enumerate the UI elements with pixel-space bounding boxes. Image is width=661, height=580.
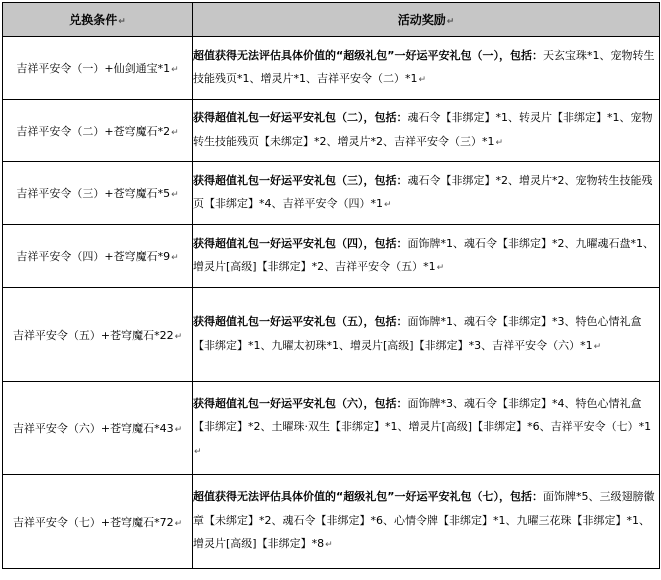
condition-cell: 吉祥平安令（四）+苍穹魔石*9↵ (3, 225, 193, 288)
table-row (3, 162, 660, 225)
reward-cell: 超值获得无法评估具体价值的“超级礼包”一好运平安礼包（一），包括：天玄宝珠*1、宠物转生技能残页*1、增灵片*1、吉祥平安令（二）*1↵ (193, 37, 660, 100)
reward-items: 面饰牌*1、魂石令【非绑定】*3、特色心情礼盒【非绑定】*1、九曜太初珠*1、增灵片[高级]【非绑定】*3、吉祥平安令（六）*1 (193, 315, 642, 352)
reward-lead: 获得超值礼包一好运平安礼包（五），包括： (193, 315, 408, 328)
reward-items: 面饰牌*5、三级翅膀徽章【未绑定】*2、魂石令【非绑定】*6、心情令牌【非绑定】*1、九曜三花珠【非绑定】*1、增灵片[高级]【非绑定】*8 (193, 490, 655, 551)
reward-items: 天玄宝珠*1、宠物转生技能残页*1、增灵片*1、吉祥平安令（二）*1 (193, 48, 655, 85)
reward-items: 魂石令【非绑定】*1、转灵片【非绑定】*1、宠物转生技能残页【未绑定】*2、增灵片*2、吉祥平安令（三）*1 (193, 111, 653, 148)
reward-cell: 获得超值礼包一好运平安礼包（六），包括：面饰牌*3、魂石令【非绑定】*4、特色心情礼盒【非绑定】*2、土曜珠·双生【非绑定】*1、增灵片[高级]【非绑定】*6、吉祥平安令（七）*1↵ (193, 382, 660, 475)
reward-items: 面饰牌*3、魂石令【非绑定】*4、特色心情礼盒【非绑定】*2、土曜珠·双生【非绑定】*1、增灵片[高级]【非绑定】*6、吉祥平安令（七）*1 (193, 396, 652, 434)
end-mark: ↵ (118, 17, 126, 27)
reward-lead: 超值获得无法评估具体价值的“超级礼包”一好运平安礼包（一），包括： (193, 48, 543, 62)
reward-cell: 获得超值礼包一好运平安礼包（四），包括：面饰牌*1、魂石令【非绑定】*2、九曜魂石盘*1、增灵片[高级]【非绑定】*2、吉祥平安令（五）*1↵ (193, 225, 660, 288)
reward-cell: 获得超值礼包一好运平安礼包（三），包括：魂石令【非绑定】*2、增灵片*2、宠物转生技能残页【非绑定】*4、吉祥平安令（四）*1↵ (193, 162, 660, 225)
table-row (3, 100, 660, 162)
reward-table (2, 2, 660, 569)
reward-items: 面饰牌*1、魂石令【非绑定】*2、九曜魂石盘*1、增灵片[高级]【非绑定】*2、吉祥平安令（五）*1 (193, 236, 654, 273)
reward-lead: 超值获得无法评估具体价值的“超级礼包”一好运平安礼包（七），包括： (193, 490, 543, 504)
header-row (3, 3, 660, 37)
reward-lead: 获得超值礼包一好运平安礼包（六），包括： (193, 396, 408, 410)
header-condition: 兑换条件↵ (3, 3, 193, 37)
table-row (3, 382, 660, 475)
reward-cell: 超值获得无法评估具体价值的“超级礼包”一好运平安礼包（七），包括：面饰牌*5、三级翅膀徽章【未绑定】*2、魂石令【非绑定】*6、心情令牌【非绑定】*1、九曜三花珠【非绑定】*1、增灵片[高级]【非绑定】*8↵ (193, 475, 660, 569)
reward-items: 魂石令【非绑定】*2、增灵片*2、宠物转生技能残页【非绑定】*4、吉祥平安令（四）*1 (193, 173, 653, 210)
table-row (3, 225, 660, 288)
condition-cell: 吉祥平安令（二）+苍穹魔石*2↵ (3, 100, 193, 162)
condition-cell: 吉祥平安令（一）+仙剑通宝*1↵ (3, 37, 193, 100)
reward-cell: 获得超值礼包一好运平安礼包（五），包括：面饰牌*1、魂石令【非绑定】*3、特色心情礼盒【非绑定】*1、九曜太初珠*1、增灵片[高级]【非绑定】*3、吉祥平安令（六）*1↵ (193, 288, 660, 382)
reward-lead: 获得超值礼包一好运平安礼包（四），包括： (193, 236, 408, 250)
end-mark: ↵ (446, 17, 455, 27)
condition-cell: 吉祥平安令（六）+苍穹魔石*43↵ (3, 382, 193, 475)
condition-cell: 吉祥平安令（五）+苍穹魔石*22↵ (3, 288, 193, 382)
condition-cell: 吉祥平安令（三）+苍穹魔石*5↵ (3, 162, 193, 225)
table-row (3, 288, 660, 382)
header-reward: 活动奖励↵ (193, 3, 660, 37)
table-row (3, 37, 660, 100)
table-row (3, 475, 660, 569)
reward-cell: 获得超值礼包一好运平安礼包（二），包括：魂石令【非绑定】*1、转灵片【非绑定】*1、宠物转生技能残页【未绑定】*2、增灵片*2、吉祥平安令（三）*1↵ (193, 100, 660, 162)
condition-cell: 吉祥平安令（七）+苍穹魔石*72↵ (3, 475, 193, 569)
reward-lead: 获得超值礼包一好运平安礼包（三），包括： (193, 173, 408, 187)
reward-lead: 获得超值礼包一好运平安礼包（二），包括： (193, 111, 408, 124)
